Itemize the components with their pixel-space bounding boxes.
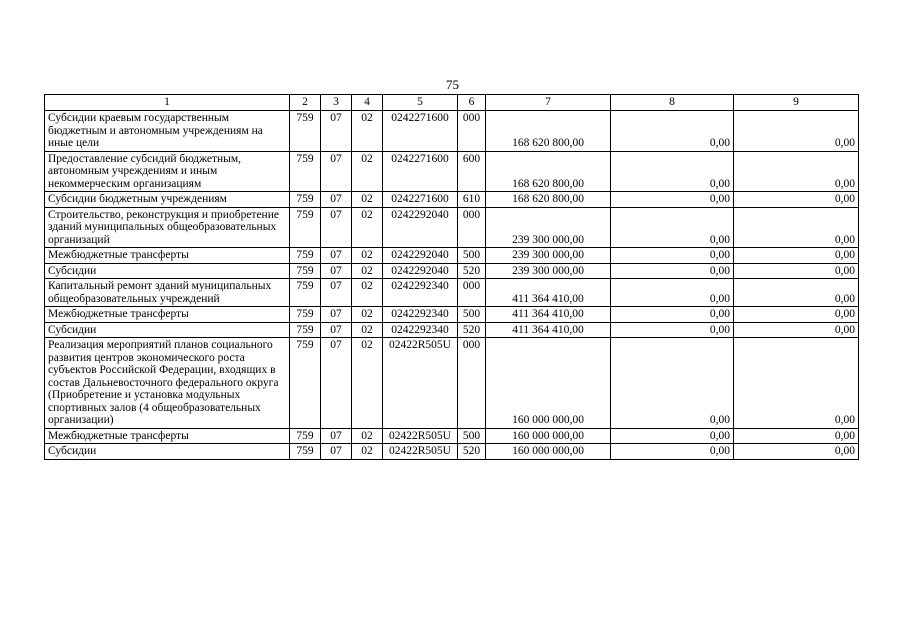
row-subsection-cell: 02 bbox=[352, 111, 383, 152]
row-amount-cell: 0,00 bbox=[734, 428, 859, 444]
row-section-cell: 07 bbox=[321, 279, 352, 307]
row-amount-cell: 0,00 bbox=[611, 279, 734, 307]
row-target-article-cell: 0242271600 bbox=[383, 192, 458, 208]
row-amount-cell: 0,00 bbox=[611, 151, 734, 192]
row-section-cell: 07 bbox=[321, 151, 352, 192]
row-expense-type-cell: 500 bbox=[458, 428, 486, 444]
row-name-cell: Субсидии краевым государственным бюджетным и автономным учреждениям на иные цели bbox=[45, 111, 290, 152]
row-ministry-code-cell: 759 bbox=[290, 322, 321, 338]
row-amount-cell: 0,00 bbox=[734, 151, 859, 192]
row-subsection-cell: 02 bbox=[352, 428, 383, 444]
header-cell: 4 bbox=[352, 95, 383, 111]
row-amount-cell: 168 620 800,00 bbox=[486, 151, 611, 192]
row-amount-cell: 160 000 000,00 bbox=[486, 428, 611, 444]
header-cell: 1 bbox=[45, 95, 290, 111]
row-amount-cell: 0,00 bbox=[734, 207, 859, 248]
table-row bbox=[45, 338, 859, 429]
row-ministry-code-cell: 759 bbox=[290, 192, 321, 208]
row-section-cell: 07 bbox=[321, 444, 352, 460]
row-amount-cell: 0,00 bbox=[611, 207, 734, 248]
row-subsection-cell: 02 bbox=[352, 207, 383, 248]
row-amount-cell: 168 620 800,00 bbox=[486, 111, 611, 152]
row-amount-cell: 160 000 000,00 bbox=[486, 444, 611, 460]
row-name-cell: Капитальный ремонт зданий муниципальных общеобразовательных учреждений bbox=[45, 279, 290, 307]
row-ministry-code-cell: 759 bbox=[290, 151, 321, 192]
row-subsection-cell: 02 bbox=[352, 279, 383, 307]
row-subsection-cell: 02 bbox=[352, 248, 383, 264]
row-amount-cell: 0,00 bbox=[734, 111, 859, 152]
header-cell: 7 bbox=[486, 95, 611, 111]
row-target-article-cell: 0242292340 bbox=[383, 279, 458, 307]
row-amount-cell: 0,00 bbox=[611, 111, 734, 152]
row-subsection-cell: 02 bbox=[352, 263, 383, 279]
header-cell: 3 bbox=[321, 95, 352, 111]
table-row bbox=[45, 248, 859, 264]
row-expense-type-cell: 000 bbox=[458, 338, 486, 429]
table-row bbox=[45, 207, 859, 248]
header-row bbox=[45, 95, 859, 111]
row-target-article-cell: 0242271600 bbox=[383, 111, 458, 152]
row-expense-type-cell: 520 bbox=[458, 444, 486, 460]
row-target-article-cell: 0242292340 bbox=[383, 322, 458, 338]
row-subsection-cell: 02 bbox=[352, 338, 383, 429]
row-ministry-code-cell: 759 bbox=[290, 248, 321, 264]
row-target-article-cell: 02422R505U bbox=[383, 444, 458, 460]
row-amount-cell: 0,00 bbox=[611, 428, 734, 444]
header-cell: 9 bbox=[734, 95, 859, 111]
row-name-cell: Субсидии bbox=[45, 263, 290, 279]
row-expense-type-cell: 000 bbox=[458, 279, 486, 307]
row-ministry-code-cell: 759 bbox=[290, 444, 321, 460]
row-name-cell: Реализация мероприятий планов социального развития центров экономического роста субъектов Российской Федерации, входящих в состав Дальневосточного федерального округа (Приобретение и установка модульных спортивных залов (4 общеобразовательных организации) bbox=[45, 338, 290, 429]
row-amount-cell: 0,00 bbox=[611, 322, 734, 338]
row-target-article-cell: 0242292340 bbox=[383, 307, 458, 323]
row-amount-cell: 0,00 bbox=[734, 322, 859, 338]
row-ministry-code-cell: 759 bbox=[290, 263, 321, 279]
row-name-cell: Предоставление субсидий бюджетным, автономным учреждениям и иным некоммерческим организациям bbox=[45, 151, 290, 192]
row-amount-cell: 0,00 bbox=[734, 444, 859, 460]
budget-table bbox=[44, 94, 859, 460]
row-expense-type-cell: 000 bbox=[458, 111, 486, 152]
table-row bbox=[45, 111, 859, 152]
row-amount-cell: 411 364 410,00 bbox=[486, 307, 611, 323]
row-ministry-code-cell: 759 bbox=[290, 338, 321, 429]
table-row bbox=[45, 322, 859, 338]
row-amount-cell: 239 300 000,00 bbox=[486, 207, 611, 248]
row-name-cell: Субсидии bbox=[45, 444, 290, 460]
row-expense-type-cell: 610 bbox=[458, 192, 486, 208]
row-amount-cell: 160 000 000,00 bbox=[486, 338, 611, 429]
row-expense-type-cell: 500 bbox=[458, 248, 486, 264]
row-target-article-cell: 0242271600 bbox=[383, 151, 458, 192]
row-amount-cell: 0,00 bbox=[611, 192, 734, 208]
row-amount-cell: 239 300 000,00 bbox=[486, 263, 611, 279]
row-section-cell: 07 bbox=[321, 428, 352, 444]
row-target-article-cell: 02422R505U bbox=[383, 428, 458, 444]
page-number: 75 bbox=[446, 77, 459, 92]
table-row bbox=[45, 263, 859, 279]
table-row bbox=[45, 307, 859, 323]
row-ministry-code-cell: 759 bbox=[290, 428, 321, 444]
row-section-cell: 07 bbox=[321, 192, 352, 208]
row-amount-cell: 0,00 bbox=[734, 192, 859, 208]
row-ministry-code-cell: 759 bbox=[290, 111, 321, 152]
row-amount-cell: 0,00 bbox=[734, 307, 859, 323]
row-section-cell: 07 bbox=[321, 207, 352, 248]
row-expense-type-cell: 000 bbox=[458, 207, 486, 248]
row-amount-cell: 0,00 bbox=[611, 307, 734, 323]
row-section-cell: 07 bbox=[321, 307, 352, 323]
row-target-article-cell: 0242292040 bbox=[383, 263, 458, 279]
row-amount-cell: 411 364 410,00 bbox=[486, 279, 611, 307]
table-row bbox=[45, 151, 859, 192]
table-row bbox=[45, 444, 859, 460]
header-cell: 5 bbox=[383, 95, 458, 111]
row-amount-cell: 0,00 bbox=[611, 248, 734, 264]
row-name-cell: Межбюджетные трансферты bbox=[45, 307, 290, 323]
row-ministry-code-cell: 759 bbox=[290, 279, 321, 307]
header-cell: 2 bbox=[290, 95, 321, 111]
row-target-article-cell: 0242292040 bbox=[383, 248, 458, 264]
row-amount-cell: 0,00 bbox=[734, 248, 859, 264]
row-amount-cell: 239 300 000,00 bbox=[486, 248, 611, 264]
table-row bbox=[45, 428, 859, 444]
row-expense-type-cell: 500 bbox=[458, 307, 486, 323]
row-subsection-cell: 02 bbox=[352, 307, 383, 323]
row-amount-cell: 0,00 bbox=[734, 338, 859, 429]
row-name-cell: Субсидии бюджетным учреждениям bbox=[45, 192, 290, 208]
header-cell: 8 bbox=[611, 95, 734, 111]
row-target-article-cell: 0242292040 bbox=[383, 207, 458, 248]
row-amount-cell: 0,00 bbox=[734, 263, 859, 279]
row-ministry-code-cell: 759 bbox=[290, 307, 321, 323]
row-section-cell: 07 bbox=[321, 263, 352, 279]
row-name-cell: Субсидии bbox=[45, 322, 290, 338]
row-section-cell: 07 bbox=[321, 111, 352, 152]
row-expense-type-cell: 520 bbox=[458, 322, 486, 338]
row-amount-cell: 0,00 bbox=[611, 444, 734, 460]
row-expense-type-cell: 600 bbox=[458, 151, 486, 192]
row-subsection-cell: 02 bbox=[352, 192, 383, 208]
row-amount-cell: 411 364 410,00 bbox=[486, 322, 611, 338]
row-target-article-cell: 02422R505U bbox=[383, 338, 458, 429]
row-expense-type-cell: 520 bbox=[458, 263, 486, 279]
row-name-cell: Межбюджетные трансферты bbox=[45, 248, 290, 264]
row-ministry-code-cell: 759 bbox=[290, 207, 321, 248]
row-amount-cell: 168 620 800,00 bbox=[486, 192, 611, 208]
row-subsection-cell: 02 bbox=[352, 444, 383, 460]
row-name-cell: Строительство, реконструкция и приобретение зданий муниципальных общеобразовательных организаций bbox=[45, 207, 290, 248]
row-amount-cell: 0,00 bbox=[611, 338, 734, 429]
row-section-cell: 07 bbox=[321, 338, 352, 429]
row-section-cell: 07 bbox=[321, 322, 352, 338]
row-amount-cell: 0,00 bbox=[734, 279, 859, 307]
header-cell: 6 bbox=[458, 95, 486, 111]
row-name-cell: Межбюджетные трансферты bbox=[45, 428, 290, 444]
row-subsection-cell: 02 bbox=[352, 151, 383, 192]
row-subsection-cell: 02 bbox=[352, 322, 383, 338]
row-section-cell: 07 bbox=[321, 248, 352, 264]
row-amount-cell: 0,00 bbox=[611, 263, 734, 279]
table-row bbox=[45, 192, 859, 208]
table-row bbox=[45, 279, 859, 307]
